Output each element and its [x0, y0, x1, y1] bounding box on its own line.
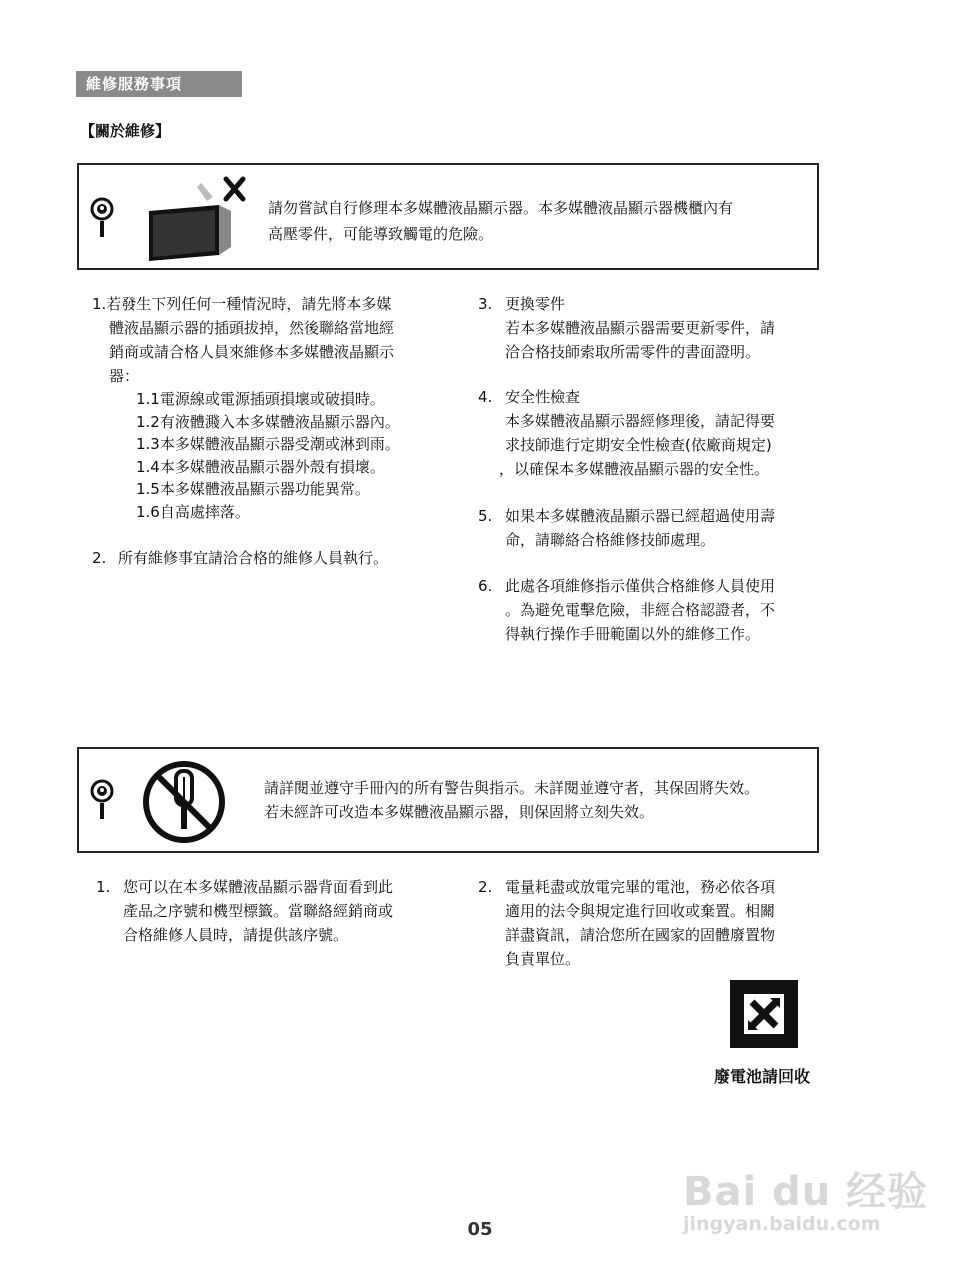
item-line: 得執行操作手冊範圍以外的維修工作。 — [505, 625, 761, 643]
item-line: 產品之序號和機型標籤。當聯絡經銷商或 — [123, 902, 394, 920]
monitor-no-repair-icon — [131, 175, 261, 263]
left-list — [92, 292, 452, 570]
item-number: 6. — [478, 577, 493, 595]
sub-item: 1.1電源線或電源插頭損壞或破損時。 — [136, 390, 385, 408]
page-number: 05 — [467, 1219, 493, 1240]
list-item-5 — [478, 504, 828, 552]
no-screwdriver-icon — [139, 757, 229, 847]
list-item-3 — [478, 292, 828, 364]
item-line: 求技師進行定期安全性檢查(依廠商規定) — [505, 436, 772, 454]
item-number: 1. — [96, 878, 111, 896]
item1-line: 器： — [109, 367, 140, 385]
item-line: 您可以在本多媒體液晶顯示器背面看到此 — [123, 878, 394, 896]
item-line: ，以確保本多媒體液晶顯示器的安全性。 — [499, 460, 770, 478]
item-line: 命，請聯絡合格維修技師處理。 — [505, 531, 716, 549]
caution-icon — [89, 197, 115, 241]
sub-item: 1.4本多媒體液晶顯示器外殼有損壞。 — [136, 457, 385, 476]
warning-box-warranty — [77, 747, 819, 853]
item-line: 負責單位。 — [505, 950, 581, 968]
sub-list — [92, 388, 452, 523]
item-line: 適用的法令與規定進行回收或棄置。相關 — [505, 902, 776, 920]
sub-item: 1.3本多媒體液晶顯示器受潮或淋到雨。 — [136, 435, 400, 453]
list-item-4 — [478, 385, 828, 481]
list-item-2 — [92, 546, 452, 570]
item-line: 電量耗盡或放電完畢的電池，務必依各項 — [505, 878, 776, 896]
warning2-line2: 若未經許可改造本多媒體液晶顯示器，則保固將立刻失效。 — [264, 803, 655, 821]
item-heading: 安全性檢查 — [505, 388, 581, 406]
list-item-6 — [478, 574, 828, 646]
caution-icon — [89, 779, 115, 823]
battery-recycle-icon — [726, 976, 802, 1052]
bottom-list-item-1 — [96, 875, 456, 947]
item-heading: 更換零件 — [505, 295, 566, 313]
section-title: 維修服務事項 — [76, 71, 242, 97]
item-number: 2. — [92, 549, 107, 567]
right-list — [478, 292, 828, 646]
sub-item: 1.2有液體濺入本多媒體液晶顯示器內。 — [136, 412, 400, 431]
item-line: 如果本多媒體液晶顯示器已經超過使用壽 — [505, 507, 776, 525]
item1-line: 1.若發生下列任何一種情況時，請先將本多媒 — [92, 295, 392, 313]
item-line: 合格維修人員時，請提供該序號。 — [123, 926, 349, 944]
sub-item: 1.5本多媒體液晶顯示器功能異常。 — [136, 480, 370, 498]
item-line: 。為避免電擊危險，非經合格認證者，不 — [505, 601, 776, 619]
baidu-watermark-logo: Bai du 经验 — [683, 1169, 929, 1215]
warning2-line1: 請詳閱並遵守手冊內的所有警告與指示。未詳閱並遵守者，其保固將失效。 — [264, 779, 760, 797]
item-number: 5. — [478, 507, 493, 525]
warning1-line1: 請勿嘗試自行修理本多媒體液晶顯示器。本多媒體液晶顯示器機櫃內有 — [268, 199, 734, 217]
item-number: 3. — [478, 295, 493, 313]
list-item-1 — [92, 292, 452, 523]
item-number: 2. — [478, 878, 493, 896]
subheading: 【關於維修】 — [80, 122, 171, 140]
item1-line: 銷商或請合格人員來維修本多媒體液晶顯示 — [109, 343, 395, 361]
baidu-watermark-url: jingyan.baidu.com — [683, 1213, 881, 1235]
recycle-label: 廢電池請回收 — [714, 1067, 811, 1086]
item-line: 詳盡資訊，請洽您所在國家的固體廢置物 — [505, 926, 776, 944]
bottom-list-item-2 — [478, 875, 828, 971]
item-line: 此處各項維修指示僅供合格維修人員使用 — [505, 577, 776, 595]
sub-item: 1.6自高處摔落。 — [136, 502, 250, 521]
item1-line: 體液晶顯示器的插頭拔掉，然後聯絡當地經 — [109, 319, 395, 337]
warning-box-repair — [77, 163, 819, 270]
item-text: 所有維修事宜請洽合格的維修人員執行。 — [118, 549, 389, 567]
item-number: 4. — [478, 388, 493, 406]
warning1-line2: 高壓零件，可能導致觸電的危險。 — [268, 225, 494, 243]
item-line: 若本多媒體液晶顯示器需要更新零件，請 — [505, 319, 776, 337]
item-line: 洽合格技師索取所需零件的書面證明。 — [505, 343, 761, 361]
item-line: 本多媒體液晶顯示器經修理後，請記得要 — [505, 412, 776, 430]
